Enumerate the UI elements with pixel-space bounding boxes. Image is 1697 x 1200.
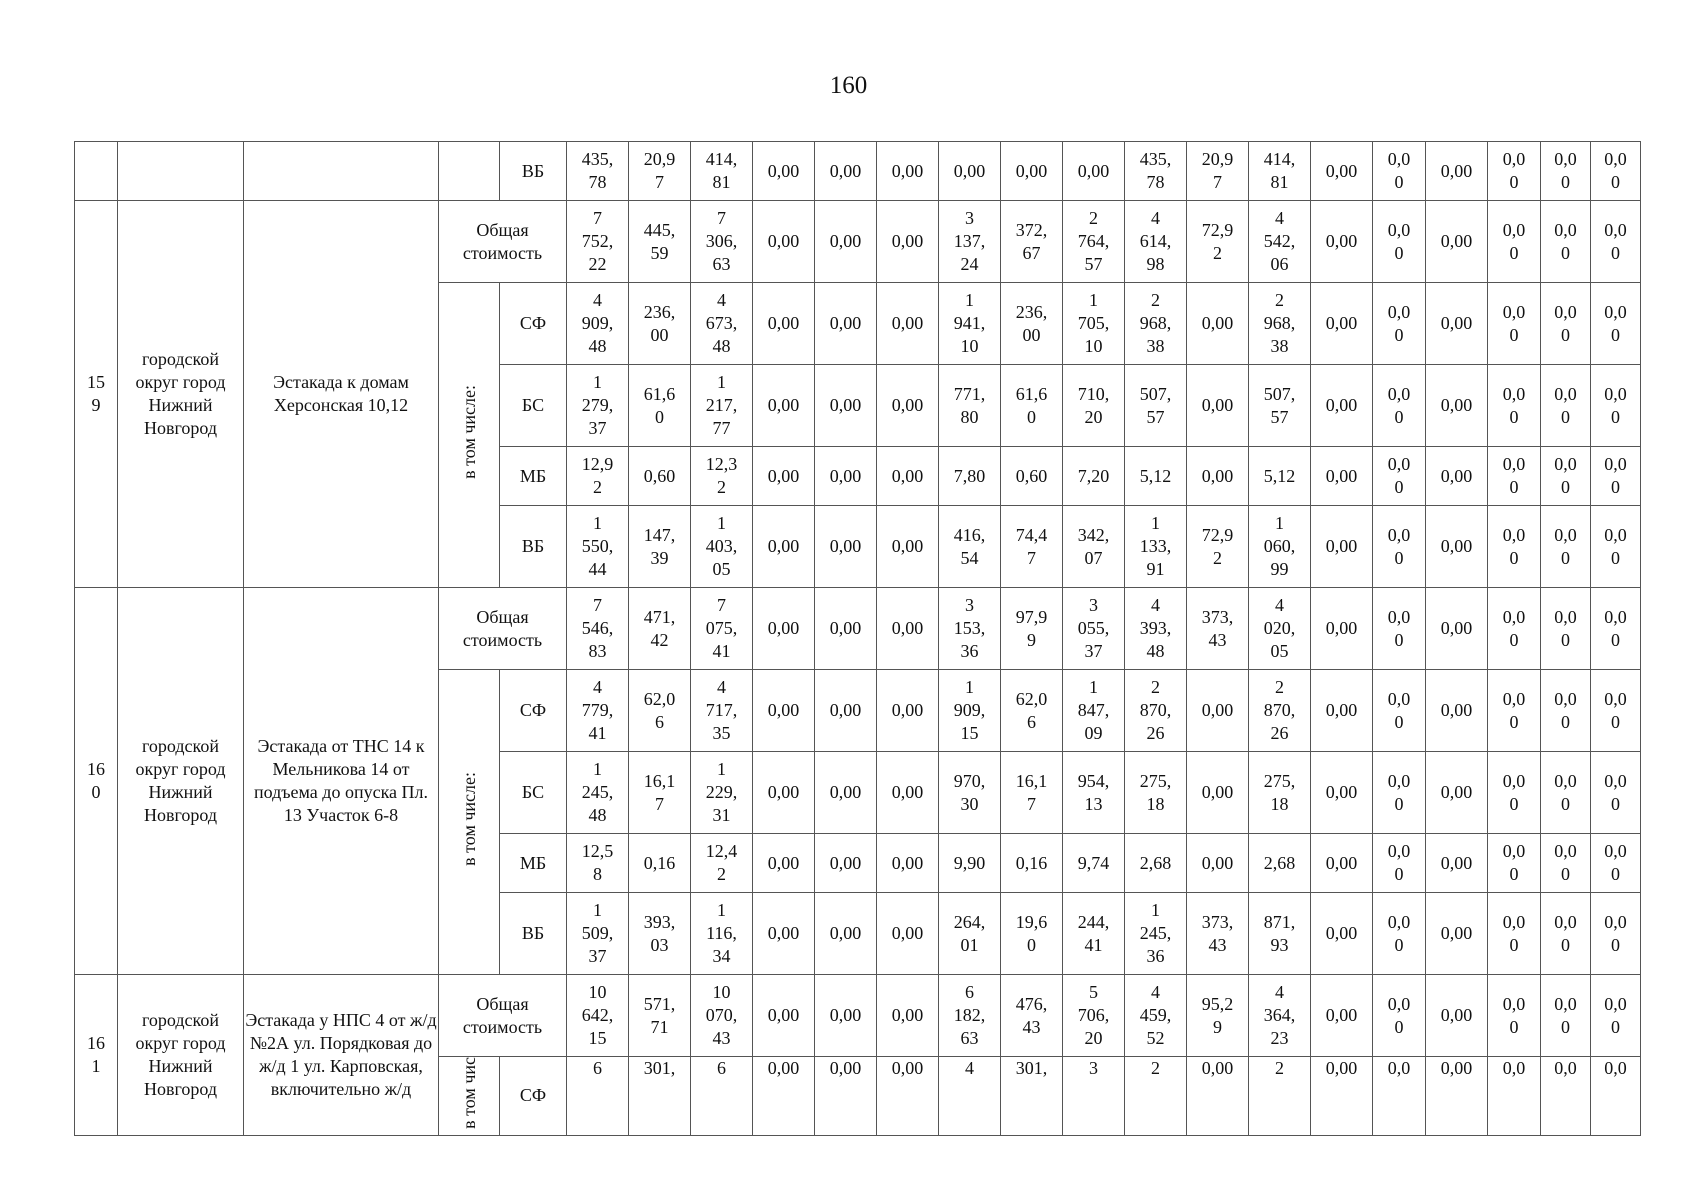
value-cell: 0,00 <box>753 447 815 506</box>
value-cell: 244, 41 <box>1063 893 1125 975</box>
value-cell <box>629 1057 691 1136</box>
value-cell: 0,00 <box>877 975 939 1057</box>
value-cell: 0,0 0 <box>1541 670 1591 752</box>
empty-cell <box>118 142 244 201</box>
value-cell: 414, 81 <box>691 142 753 201</box>
value-cell: 12,9 2 <box>567 447 629 506</box>
value-cell: 0,0 0 <box>1541 893 1591 975</box>
value-cell: 2,68 <box>1125 834 1187 893</box>
value-cell-text: 4 <box>965 1058 974 1078</box>
value-cell: 0,00 <box>1187 447 1249 506</box>
value-cell: 62,0 6 <box>629 670 691 752</box>
value-cell: 4 779, 41 <box>567 670 629 752</box>
value-cell: 0,0 0 <box>1373 834 1426 893</box>
value-cell: 1 133, 91 <box>1125 506 1187 588</box>
value-cell: 0,00 <box>815 670 877 752</box>
value-cell: 16,1 7 <box>629 752 691 834</box>
value-cell <box>567 1057 629 1136</box>
value-cell: 61,6 0 <box>629 365 691 447</box>
value-cell: 471, 42 <box>629 588 691 670</box>
value-cell: 1 550, 44 <box>567 506 629 588</box>
total-cost-label: Общая стоимость <box>439 975 567 1057</box>
value-cell: 0,00 <box>877 365 939 447</box>
value-cell: 2 764, 57 <box>1063 201 1125 283</box>
value-cell: 74,4 7 <box>1001 506 1063 588</box>
value-cell: 954, 13 <box>1063 752 1125 834</box>
value-cell: 970, 30 <box>939 752 1001 834</box>
value-cell: 0,00 <box>1187 834 1249 893</box>
value-cell: 0,00 <box>877 670 939 752</box>
value-cell: 0,00 <box>939 142 1001 201</box>
value-cell: 0,00 <box>753 670 815 752</box>
object-name: Эстакада у НПС 4 от ж/д №2А ул. Порядковая до ж/д 1 ул. Карповская, включительно ж/д <box>244 975 439 1136</box>
value-cell: 0,0 0 <box>1373 670 1426 752</box>
value-cell: 0,0 0 <box>1373 893 1426 975</box>
source-label: СФ <box>500 1057 567 1136</box>
value-cell: 0,00 <box>877 142 939 201</box>
value-cell-text: 0,00 <box>1201 1058 1234 1078</box>
region-name: городской округ город Нижний Новгород <box>118 975 244 1136</box>
value-cell: 2,68 <box>1249 834 1311 893</box>
value-cell: 0,00 <box>1426 834 1488 893</box>
value-cell: 373, 43 <box>1187 588 1249 670</box>
value-cell: 0,0 0 <box>1541 834 1591 893</box>
table-row <box>75 975 1641 1057</box>
source-label: БС <box>500 752 567 834</box>
value-cell: 0,00 <box>815 506 877 588</box>
value-cell: 1 116, 34 <box>691 893 753 975</box>
value-cell-text: 301, <box>643 1058 676 1078</box>
value-cell: 2 870, 26 <box>1249 670 1311 752</box>
object-name: Эстакада к домам Херсонская 10,12 <box>244 201 439 588</box>
value-cell: 0,00 <box>753 834 815 893</box>
value-cell: 97,9 9 <box>1001 588 1063 670</box>
value-cell: 0,00 <box>1426 201 1488 283</box>
value-cell: 4 717, 35 <box>691 670 753 752</box>
value-cell: 0,00 <box>877 588 939 670</box>
value-cell: 0,00 <box>753 365 815 447</box>
value-cell: 275, 18 <box>1249 752 1311 834</box>
value-cell: 0,00 <box>753 201 815 283</box>
value-cell: 236, 00 <box>629 283 691 365</box>
value-cell: 0,0 0 <box>1591 670 1641 752</box>
value-cell <box>815 1057 877 1136</box>
value-cell-text: 6 <box>593 1058 602 1078</box>
source-label: СФ <box>500 670 567 752</box>
value-cell-text: 2 <box>1275 1058 1284 1078</box>
value-cell: 0,60 <box>629 447 691 506</box>
value-cell: 0,00 <box>1426 975 1488 1057</box>
value-cell: 5 706, 20 <box>1063 975 1125 1057</box>
value-cell <box>753 1057 815 1136</box>
value-cell-text: 0,0 <box>1502 1058 1526 1078</box>
page-number: 160 <box>829 72 868 99</box>
value-cell: 0,0 0 <box>1541 752 1591 834</box>
value-cell: 3 137, 24 <box>939 201 1001 283</box>
value-cell: 0,00 <box>753 893 815 975</box>
value-cell <box>1063 1057 1125 1136</box>
value-cell: 0,0 0 <box>1591 365 1641 447</box>
value-cell: 0,00 <box>1426 893 1488 975</box>
value-cell <box>691 1057 753 1136</box>
source-label: ВБ <box>500 142 567 201</box>
value-cell: 372, 67 <box>1001 201 1063 283</box>
value-cell: 0,00 <box>1426 142 1488 201</box>
value-cell: 0,00 <box>753 506 815 588</box>
value-cell: 0,0 0 <box>1541 142 1591 201</box>
value-cell: 0,00 <box>877 506 939 588</box>
value-cell: 7 075, 41 <box>691 588 753 670</box>
value-cell: 264, 01 <box>939 893 1001 975</box>
value-cell: 0,00 <box>877 283 939 365</box>
value-cell: 0,0 0 <box>1488 588 1541 670</box>
row-number: 15 9 <box>75 201 118 588</box>
source-label: БС <box>500 365 567 447</box>
value-cell: 5,12 <box>1125 447 1187 506</box>
value-cell: 0,00 <box>1311 588 1373 670</box>
value-cell: 0,00 <box>1001 142 1063 201</box>
value-cell <box>1591 1057 1641 1136</box>
value-cell: 414, 81 <box>1249 142 1311 201</box>
value-cell <box>1125 1057 1187 1136</box>
value-cell: 72,9 2 <box>1187 201 1249 283</box>
value-cell: 62,0 6 <box>1001 670 1063 752</box>
value-cell: 147, 39 <box>629 506 691 588</box>
source-label: МБ <box>500 834 567 893</box>
value-cell: 16,1 7 <box>1001 752 1063 834</box>
value-cell <box>877 1057 939 1136</box>
value-cell: 0,00 <box>815 142 877 201</box>
value-cell: 2 968, 38 <box>1249 283 1311 365</box>
source-label: МБ <box>500 447 567 506</box>
value-cell: 0,0 0 <box>1373 588 1426 670</box>
value-cell: 0,00 <box>753 975 815 1057</box>
value-cell: 0,0 0 <box>1591 142 1641 201</box>
value-cell: 5,12 <box>1249 447 1311 506</box>
value-cell <box>1426 1057 1488 1136</box>
value-cell: 0,00 <box>815 893 877 975</box>
empty-cell <box>439 142 500 201</box>
value-cell: 0,00 <box>1311 365 1373 447</box>
value-cell: 0,00 <box>815 588 877 670</box>
value-cell: 0,00 <box>1187 283 1249 365</box>
value-cell: 0,0 0 <box>1373 201 1426 283</box>
including-label-text: в том чис <box>459 1057 479 1129</box>
value-cell: 275, 18 <box>1125 752 1187 834</box>
value-cell: 0,0 0 <box>1373 752 1426 834</box>
value-cell: 0,00 <box>1426 365 1488 447</box>
value-cell: 0,0 0 <box>1488 893 1541 975</box>
value-cell: 0,16 <box>629 834 691 893</box>
value-cell: 373, 43 <box>1187 893 1249 975</box>
value-cell: 0,16 <box>1001 834 1063 893</box>
value-cell-text: 0,00 <box>829 1058 862 1078</box>
value-cell: 435, 78 <box>567 142 629 201</box>
value-cell: 1 403, 05 <box>691 506 753 588</box>
value-cell <box>939 1057 1001 1136</box>
value-cell: 61,6 0 <box>1001 365 1063 447</box>
value-cell <box>1187 1057 1249 1136</box>
value-cell: 20,9 7 <box>629 142 691 201</box>
value-cell: 416, 54 <box>939 506 1001 588</box>
value-cell: 4 673, 48 <box>691 283 753 365</box>
value-cell-text: 0,0 <box>1554 1058 1577 1078</box>
value-cell: 4 909, 48 <box>567 283 629 365</box>
value-cell: 1 229, 31 <box>691 752 753 834</box>
including-label <box>439 283 500 588</box>
value-cell: 0,0 0 <box>1541 201 1591 283</box>
value-cell: 0,0 0 <box>1591 893 1641 975</box>
value-cell: 0,0 0 <box>1541 975 1591 1057</box>
value-cell: 4 393, 48 <box>1125 588 1187 670</box>
value-cell: 0,0 0 <box>1591 283 1641 365</box>
value-cell: 507, 57 <box>1249 365 1311 447</box>
value-cell: 0,00 <box>877 447 939 506</box>
value-cell: 0,0 0 <box>1591 834 1641 893</box>
value-cell: 0,0 0 <box>1488 752 1541 834</box>
value-cell-text: 0,00 <box>1325 1058 1358 1078</box>
value-cell: 7,20 <box>1063 447 1125 506</box>
value-cell: 771, 80 <box>939 365 1001 447</box>
value-cell: 0,00 <box>1311 447 1373 506</box>
value-cell: 1 705, 10 <box>1063 283 1125 365</box>
value-cell: 0,0 0 <box>1488 447 1541 506</box>
value-cell: 1 847, 09 <box>1063 670 1125 752</box>
value-cell: 871, 93 <box>1249 893 1311 975</box>
region-name: городской округ город Нижний Новгород <box>118 588 244 975</box>
value-cell-text: 2 <box>1151 1058 1160 1078</box>
value-cell: 0,00 <box>1311 506 1373 588</box>
value-cell: 0,0 0 <box>1373 975 1426 1057</box>
region-name: городской округ город Нижний Новгород <box>118 201 244 588</box>
value-cell: 7 306, 63 <box>691 201 753 283</box>
value-cell-text: 0,00 <box>767 1058 800 1078</box>
value-cell: 0,00 <box>815 283 877 365</box>
value-cell: 4 459, 52 <box>1125 975 1187 1057</box>
value-cell: 12,4 2 <box>691 834 753 893</box>
value-cell: 0,0 0 <box>1541 283 1591 365</box>
value-cell: 4 542, 06 <box>1249 201 1311 283</box>
source-label: ВБ <box>500 506 567 588</box>
total-cost-label: Общая стоимость <box>439 201 567 283</box>
value-cell: 0,0 0 <box>1591 201 1641 283</box>
value-cell: 1 245, 36 <box>1125 893 1187 975</box>
value-cell-text: 0,00 <box>1440 1058 1473 1078</box>
including-label-text: в том числе: <box>459 385 479 479</box>
value-cell: 12,3 2 <box>691 447 753 506</box>
value-cell: 435, 78 <box>1125 142 1187 201</box>
value-cell: 0,00 <box>815 752 877 834</box>
value-cell: 0,00 <box>1426 283 1488 365</box>
value-cell: 19,6 0 <box>1001 893 1063 975</box>
value-cell: 2 968, 38 <box>1125 283 1187 365</box>
value-cell: 0,00 <box>753 588 815 670</box>
value-cell: 0,60 <box>1001 447 1063 506</box>
empty-cell <box>75 142 118 201</box>
value-cell: 0,00 <box>815 834 877 893</box>
value-cell: 0,00 <box>1187 670 1249 752</box>
value-cell: 1 941, 10 <box>939 283 1001 365</box>
value-cell: 0,0 0 <box>1591 752 1641 834</box>
value-cell: 0,00 <box>1311 670 1373 752</box>
value-cell: 0,0 0 <box>1488 834 1541 893</box>
value-cell: 393, 03 <box>629 893 691 975</box>
value-cell: 0,00 <box>815 365 877 447</box>
value-cell: 1 279, 37 <box>567 365 629 447</box>
value-cell: 0,00 <box>877 834 939 893</box>
value-cell <box>1541 1057 1591 1136</box>
value-cell: 710, 20 <box>1063 365 1125 447</box>
value-cell: 0,00 <box>1311 752 1373 834</box>
value-cell: 0,00 <box>1426 588 1488 670</box>
value-cell: 1 060, 99 <box>1249 506 1311 588</box>
value-cell: 0,0 0 <box>1488 506 1541 588</box>
value-cell: 0,00 <box>1426 506 1488 588</box>
value-cell: 0,00 <box>1311 142 1373 201</box>
value-cell-text: 6 <box>717 1058 726 1078</box>
value-cell: 0,00 <box>753 752 815 834</box>
value-cell: 0,0 0 <box>1373 447 1426 506</box>
value-cell: 0,0 0 <box>1591 447 1641 506</box>
value-cell: 0,00 <box>877 201 939 283</box>
value-cell: 4 614, 98 <box>1125 201 1187 283</box>
value-cell: 0,0 0 <box>1591 975 1641 1057</box>
value-cell: 0,0 0 <box>1488 201 1541 283</box>
value-cell <box>1249 1057 1311 1136</box>
value-cell: 0,00 <box>753 283 815 365</box>
value-cell-text: 0,0 <box>1387 1058 1411 1078</box>
value-cell: 0,0 0 <box>1488 670 1541 752</box>
value-cell-text: 0,0 <box>1604 1058 1627 1078</box>
source-label: ВБ <box>500 893 567 975</box>
value-cell: 20,9 7 <box>1187 142 1249 201</box>
value-cell: 0,0 0 <box>1591 588 1641 670</box>
value-cell: 0,00 <box>877 893 939 975</box>
table-row <box>75 201 1641 283</box>
value-cell: 2 870, 26 <box>1125 670 1187 752</box>
value-cell: 0,0 0 <box>1541 588 1591 670</box>
value-cell: 0,0 0 <box>1373 283 1426 365</box>
value-cell: 0,0 0 <box>1541 447 1591 506</box>
value-cell: 3 055, 37 <box>1063 588 1125 670</box>
value-cell: 0,0 0 <box>1488 283 1541 365</box>
value-cell-text: 0,00 <box>891 1058 924 1078</box>
value-cell <box>1488 1057 1541 1136</box>
value-cell: 476, 43 <box>1001 975 1063 1057</box>
value-cell: 3 153, 36 <box>939 588 1001 670</box>
value-cell: 0,0 0 <box>1373 506 1426 588</box>
empty-cell <box>244 142 439 201</box>
value-cell <box>1311 1057 1373 1136</box>
value-cell: 0,0 0 <box>1541 365 1591 447</box>
including-label <box>439 1057 500 1136</box>
value-cell: 9,74 <box>1063 834 1125 893</box>
value-cell: 10 642, 15 <box>567 975 629 1057</box>
value-cell: 1 245, 48 <box>567 752 629 834</box>
value-cell: 10 070, 43 <box>691 975 753 1057</box>
value-cell-text: 3 <box>1089 1058 1098 1078</box>
value-cell: 0,0 0 <box>1488 975 1541 1057</box>
value-cell: 236, 00 <box>1001 283 1063 365</box>
value-cell-text: 301, <box>1015 1058 1048 1078</box>
value-cell: 0,00 <box>815 975 877 1057</box>
value-cell: 0,00 <box>1311 893 1373 975</box>
object-name: Эстакада от ТНС 14 к Мельникова 14 от подъема до опуска Пл. 13 Участок 6-8 <box>244 588 439 975</box>
value-cell: 0,0 0 <box>1488 142 1541 201</box>
value-cell: 0,0 0 <box>1541 506 1591 588</box>
value-cell: 0,0 0 <box>1591 506 1641 588</box>
value-cell: 6 182, 63 <box>939 975 1001 1057</box>
value-cell: 12,5 8 <box>567 834 629 893</box>
value-cell: 0,0 0 <box>1373 365 1426 447</box>
value-cell <box>1001 1057 1063 1136</box>
source-label: СФ <box>500 283 567 365</box>
including-label <box>439 670 500 975</box>
value-cell: 0,00 <box>1311 283 1373 365</box>
value-cell: 7,80 <box>939 447 1001 506</box>
value-cell: 0,00 <box>1426 670 1488 752</box>
value-cell: 7 546, 83 <box>567 588 629 670</box>
budget-table <box>74 141 1641 1136</box>
value-cell: 0,00 <box>1426 752 1488 834</box>
value-cell: 1 909, 15 <box>939 670 1001 752</box>
value-cell: 4 364, 23 <box>1249 975 1311 1057</box>
value-cell: 507, 57 <box>1125 365 1187 447</box>
value-cell <box>1373 1057 1426 1136</box>
row-number: 16 1 <box>75 975 118 1136</box>
value-cell: 1 217, 77 <box>691 365 753 447</box>
value-cell: 0,00 <box>815 201 877 283</box>
value-cell: 0,0 0 <box>1373 142 1426 201</box>
value-cell: 4 020, 05 <box>1249 588 1311 670</box>
value-cell: 0,00 <box>815 447 877 506</box>
value-cell: 95,2 9 <box>1187 975 1249 1057</box>
table-row <box>75 142 1641 201</box>
value-cell: 0,00 <box>1311 834 1373 893</box>
including-label-text: в том числе: <box>459 772 479 866</box>
value-cell: 7 752, 22 <box>567 201 629 283</box>
value-cell: 445, 59 <box>629 201 691 283</box>
value-cell: 342, 07 <box>1063 506 1125 588</box>
value-cell: 0,00 <box>1187 752 1249 834</box>
value-cell: 571, 71 <box>629 975 691 1057</box>
value-cell: 0,00 <box>1426 447 1488 506</box>
value-cell: 1 509, 37 <box>567 893 629 975</box>
value-cell: 0,00 <box>1187 365 1249 447</box>
value-cell: 72,9 2 <box>1187 506 1249 588</box>
value-cell: 0,0 0 <box>1488 365 1541 447</box>
value-cell: 0,00 <box>1063 142 1125 201</box>
value-cell: 0,00 <box>1311 975 1373 1057</box>
value-cell: 0,00 <box>1311 201 1373 283</box>
value-cell: 0,00 <box>877 752 939 834</box>
value-cell: 0,00 <box>753 142 815 201</box>
total-cost-label: Общая стоимость <box>439 588 567 670</box>
table-row <box>75 588 1641 670</box>
row-number: 16 0 <box>75 588 118 975</box>
value-cell: 9,90 <box>939 834 1001 893</box>
